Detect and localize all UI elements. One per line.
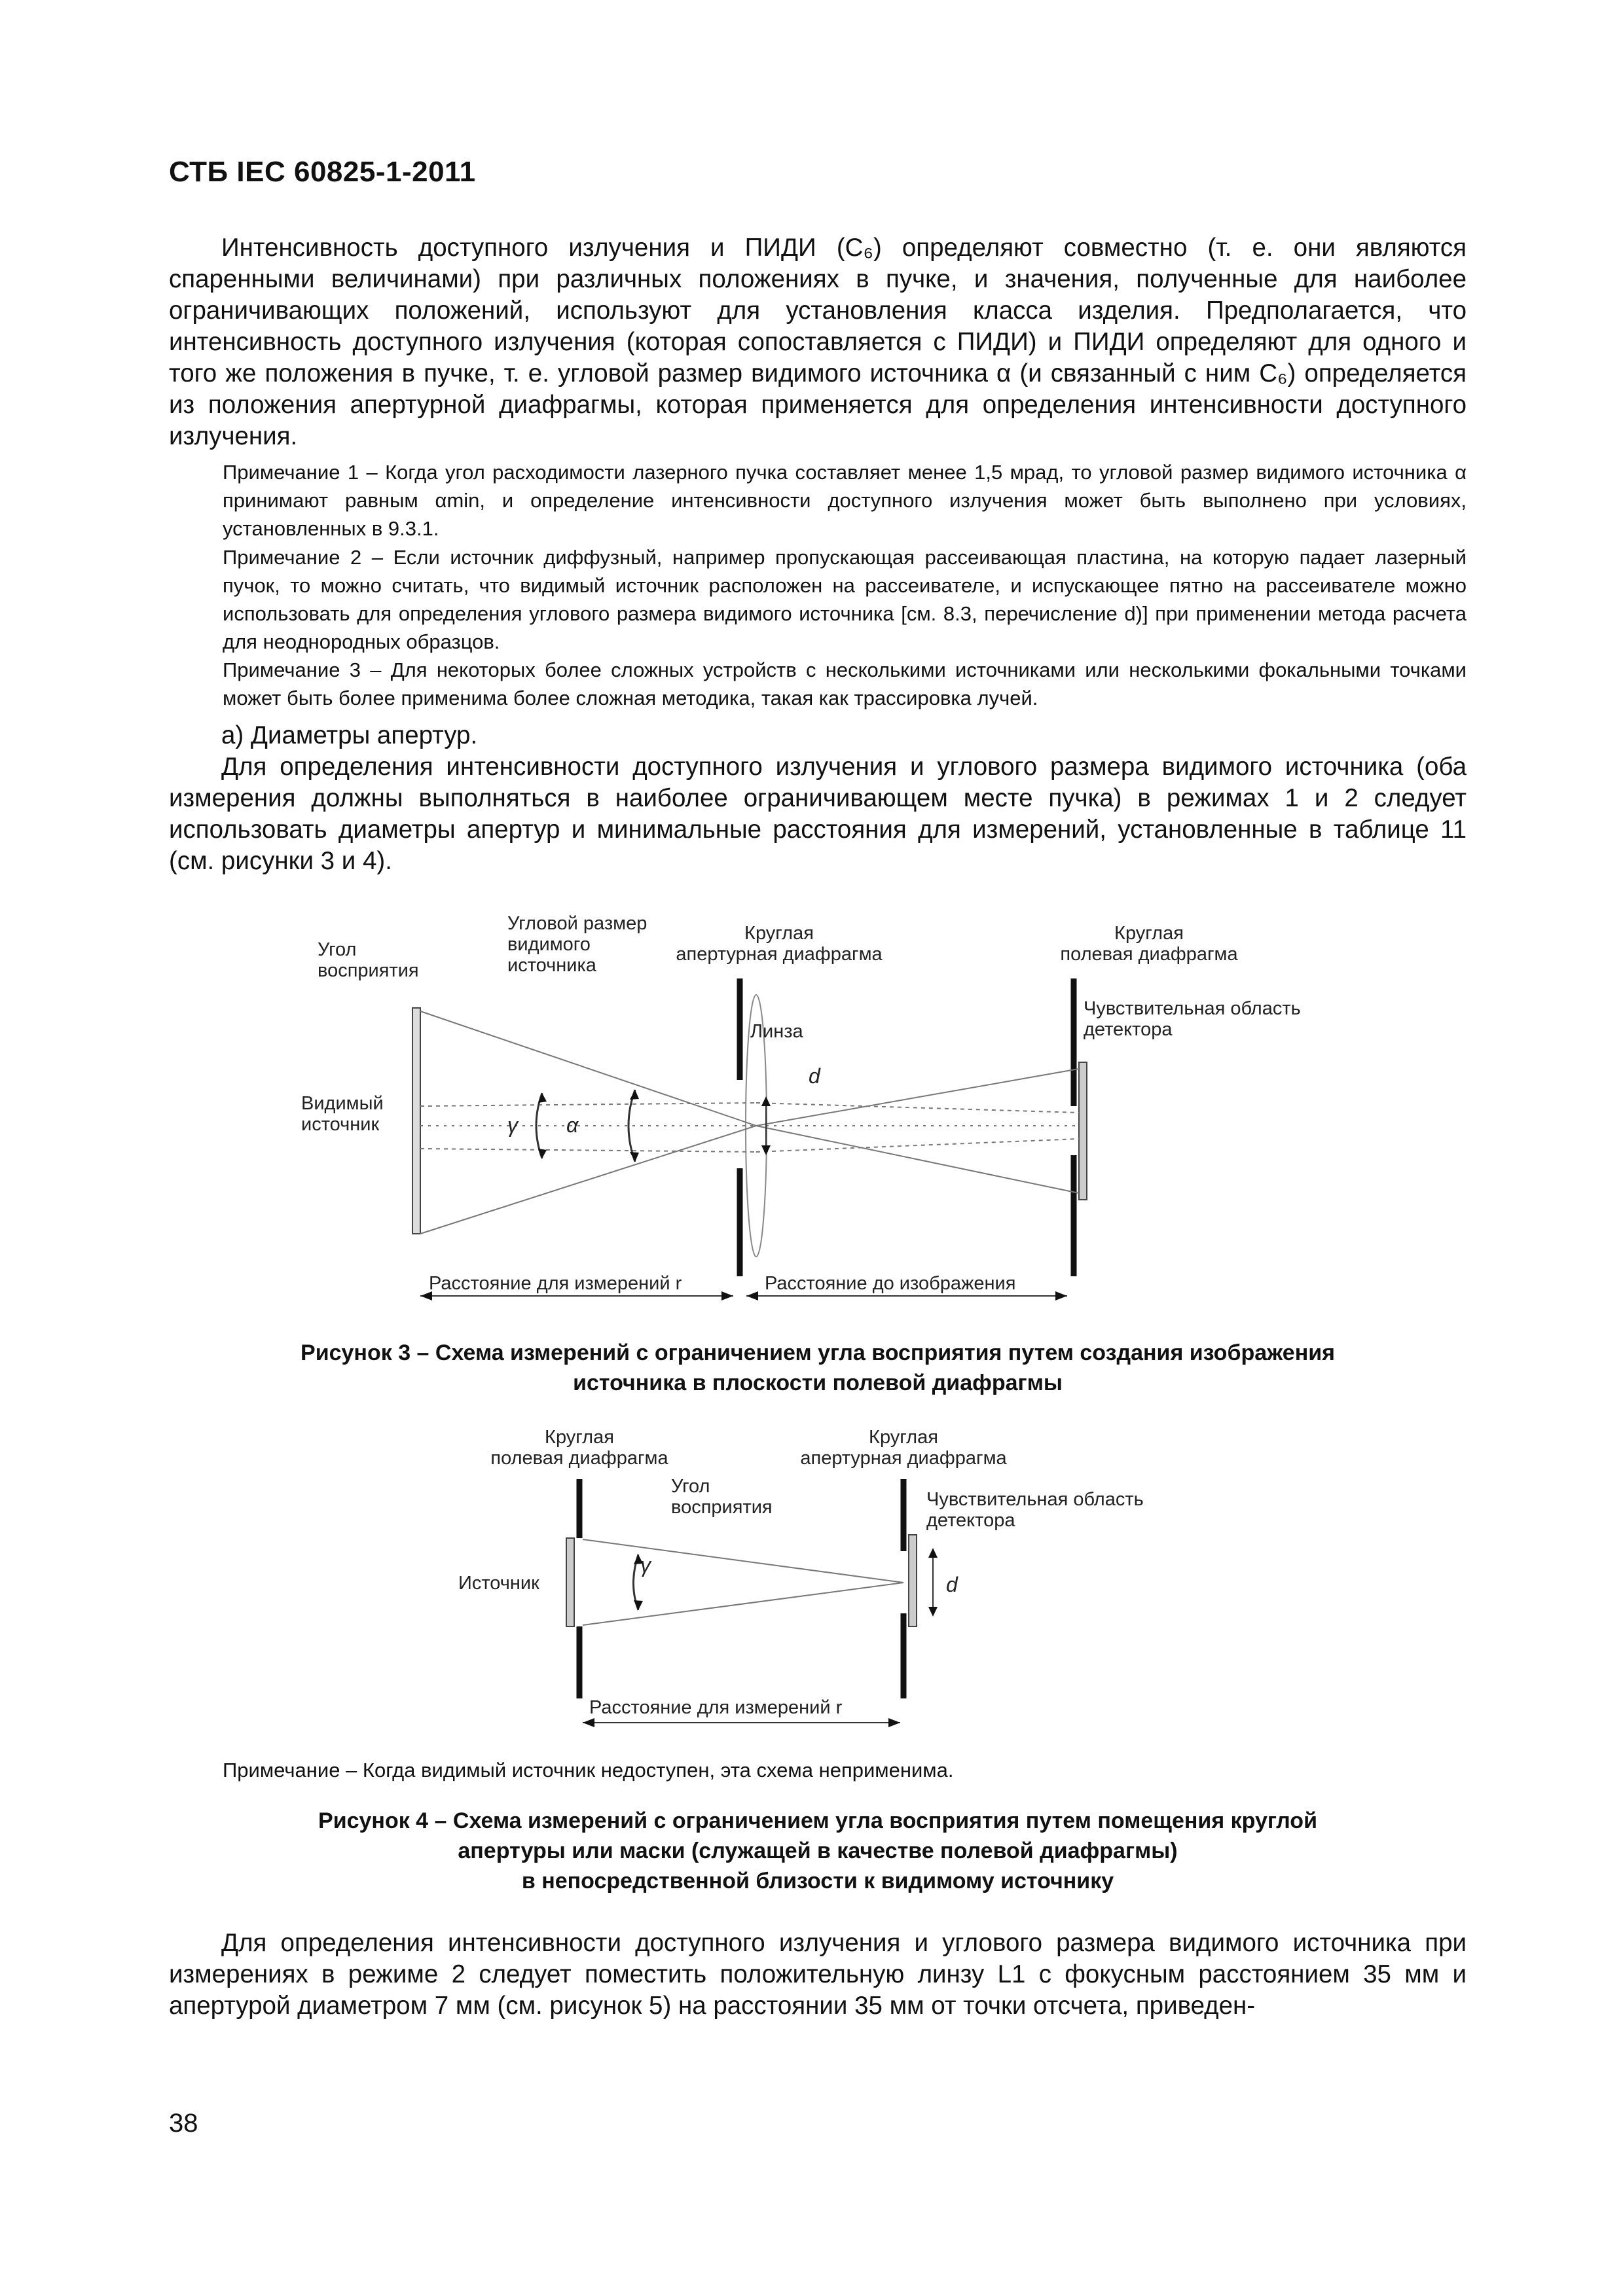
paragraph-lens-placement: Для определения интенсивности доступного излучения и углового размера видимого источника при измерениях в режиме 2 следует поместить положительную линзу L1 с фокусным расстоянием 35 мм и апертурой диаметром 7 мм (см. рисунок 5) на расстоянии 35 мм от точки отсчета, приведен- [169, 1929, 1467, 2020]
note-3: Примечание 3 – Для некоторых более сложных устройств с несколькими источниками или несколькими фокальными точками может быть более применима более сложная методика, такая как трассировка лучей. [223, 658, 1467, 709]
arrow-head [928, 1548, 938, 1558]
label-aperture-stop: апертурная диафрагма [676, 944, 883, 965]
figure-4-caption-line-3: в непосредственной близости к видимому источнику [521, 1869, 1114, 1893]
label-angle: Угол [318, 939, 357, 960]
source-plate [566, 1538, 574, 1626]
note-1: Примечание 1 – Когда угол расходимости лазерного пучка составляет менее 1,5 мрад, то угловой размер видимого источника α принимают равным αmin, и определение интенсивности доступного излучения может быть выполнено при условиях, установленных в 9.3.1. [223, 461, 1467, 540]
page-number: 38 [169, 2109, 198, 2138]
label-lens: Линза [750, 1021, 803, 1042]
label-distance-measure: Расстояние для измерений r [429, 1273, 682, 1294]
arrow-head [634, 1600, 643, 1610]
paragraph-intro: Интенсивность доступного излучения и ПИДИ (C₆) определяют совместно (т. е. они являются спаренными величинами) при различных положениях в пучке, и значения, полученные для наиболее ограничивающих положений, используют для установления класса изделия. Предполагается, что интенсивность доступного излучения (которая сопоставляется с ПИДИ) и ПИДИ определяют для одного и того же положения в пучке, т. е. угловой размер видимого источника α (и связанный с ним C₆) определяется из положения апертурной диафрагмы, которая применяется для определения интенсивности доступного излучения. [169, 234, 1467, 450]
label-source: Источник [458, 1573, 539, 1594]
figure-4-caption-line-1: Рисунок 4 – Схема измерений с ограничением угла восприятия путем помещения круглой [318, 1808, 1317, 1833]
list-item-a: а) Диаметры апертур. [221, 721, 478, 749]
label-aperture-stop: апертурная диафрагма [800, 1448, 1007, 1469]
symbol-gamma: γ [640, 1553, 651, 1577]
symbol-gamma: γ [507, 1113, 518, 1137]
source-plate [412, 1008, 420, 1234]
figure-4-diagram [452, 1420, 1198, 1734]
label-angle: Угол [671, 1476, 710, 1497]
label-detector: детектора [926, 1510, 1015, 1531]
arrow-head [761, 1096, 771, 1106]
document-header: СТБ IEC 60825-1-2011 [169, 156, 476, 188]
symbol-d: d [809, 1064, 820, 1088]
label-aperture-stop: Круглая [744, 923, 814, 944]
ray-line [583, 1583, 903, 1625]
arrow-head [583, 1718, 594, 1727]
paragraph-apertures: Для определения интенсивности доступного излучения и углового размера видимого источника (оба измерения должны выполняться в наиболее ограничивающем месте пучка) в режимах 1 и 2 следует использовать диаметры апертур и минимальные расстояния для измерений, установленные в таблице 11 (см. рисунки 3 и 4). [169, 753, 1467, 875]
figure-3-diagram [282, 906, 1303, 1312]
label-apparent-source: источник [301, 1114, 380, 1135]
label-field-stop: полевая диафрагма [490, 1448, 668, 1469]
arrow-head [630, 1152, 639, 1162]
label-distance-measure: Расстояние для измерений r [589, 1697, 843, 1718]
arrow-head [1055, 1291, 1067, 1300]
label-detector: детектора [1084, 1019, 1173, 1040]
note-2: Примечание 2 – Если источник диффузный, например пропускающая рассеивающая пластина, на которую падает лазерный пучок, то можно считать, что видимый источник расположен на рассеивателе, и испускающее пятно на рассеивателе можно использовать для определения углового размера видимого источника [см. 8.3, перечисление d)] при применении метода расчета для неоднородных образцов. [223, 546, 1467, 653]
arrow-head [888, 1718, 900, 1727]
figure-3-caption-line-1: Рисунок 3 – Схема измерений с ограничением угла восприятия путем создания изображения [301, 1340, 1335, 1365]
label-field-stop: полевая диафрагма [1060, 944, 1238, 965]
arrow-head [721, 1291, 733, 1300]
label-field-stop: Круглая [1114, 923, 1184, 944]
detector-area [1079, 1062, 1087, 1200]
label-angular-size: видимого [507, 934, 591, 955]
label-detector: Чувствительная область [1084, 998, 1301, 1019]
arrow-head [746, 1291, 758, 1300]
ray-line [583, 1539, 903, 1583]
label-angular-size: Угловой размер [507, 913, 647, 934]
label-angle: восприятия [671, 1497, 773, 1518]
arrow-head [761, 1145, 771, 1155]
figure-4-note: Примечание – Когда видимый источник недоступен, эта схема неприменима. [223, 1759, 954, 1782]
label-angle: восприятия [318, 960, 419, 981]
figure-4-caption-line-2: апертуры или маски (служащей в качестве полевой диафрагмы) [458, 1839, 1178, 1863]
detector-area [909, 1535, 917, 1626]
arrow-head [630, 1090, 639, 1100]
symbol-alpha: α [566, 1113, 579, 1137]
symbol-d: d [946, 1573, 958, 1596]
label-distance-image: Расстояние до изображения [765, 1273, 1016, 1294]
label-angular-size: источника [507, 955, 596, 976]
label-field-stop: Круглая [545, 1427, 614, 1448]
label-detector: Чувствительная область [926, 1489, 1144, 1510]
figure-3-caption-line-2: источника в плоскости полевой диафрагмы [573, 1371, 1063, 1395]
arrow-head [928, 1607, 938, 1617]
label-aperture-stop: Круглая [869, 1427, 938, 1448]
label-apparent-source: Видимый [301, 1093, 384, 1114]
ray-lines [420, 1011, 1079, 1234]
